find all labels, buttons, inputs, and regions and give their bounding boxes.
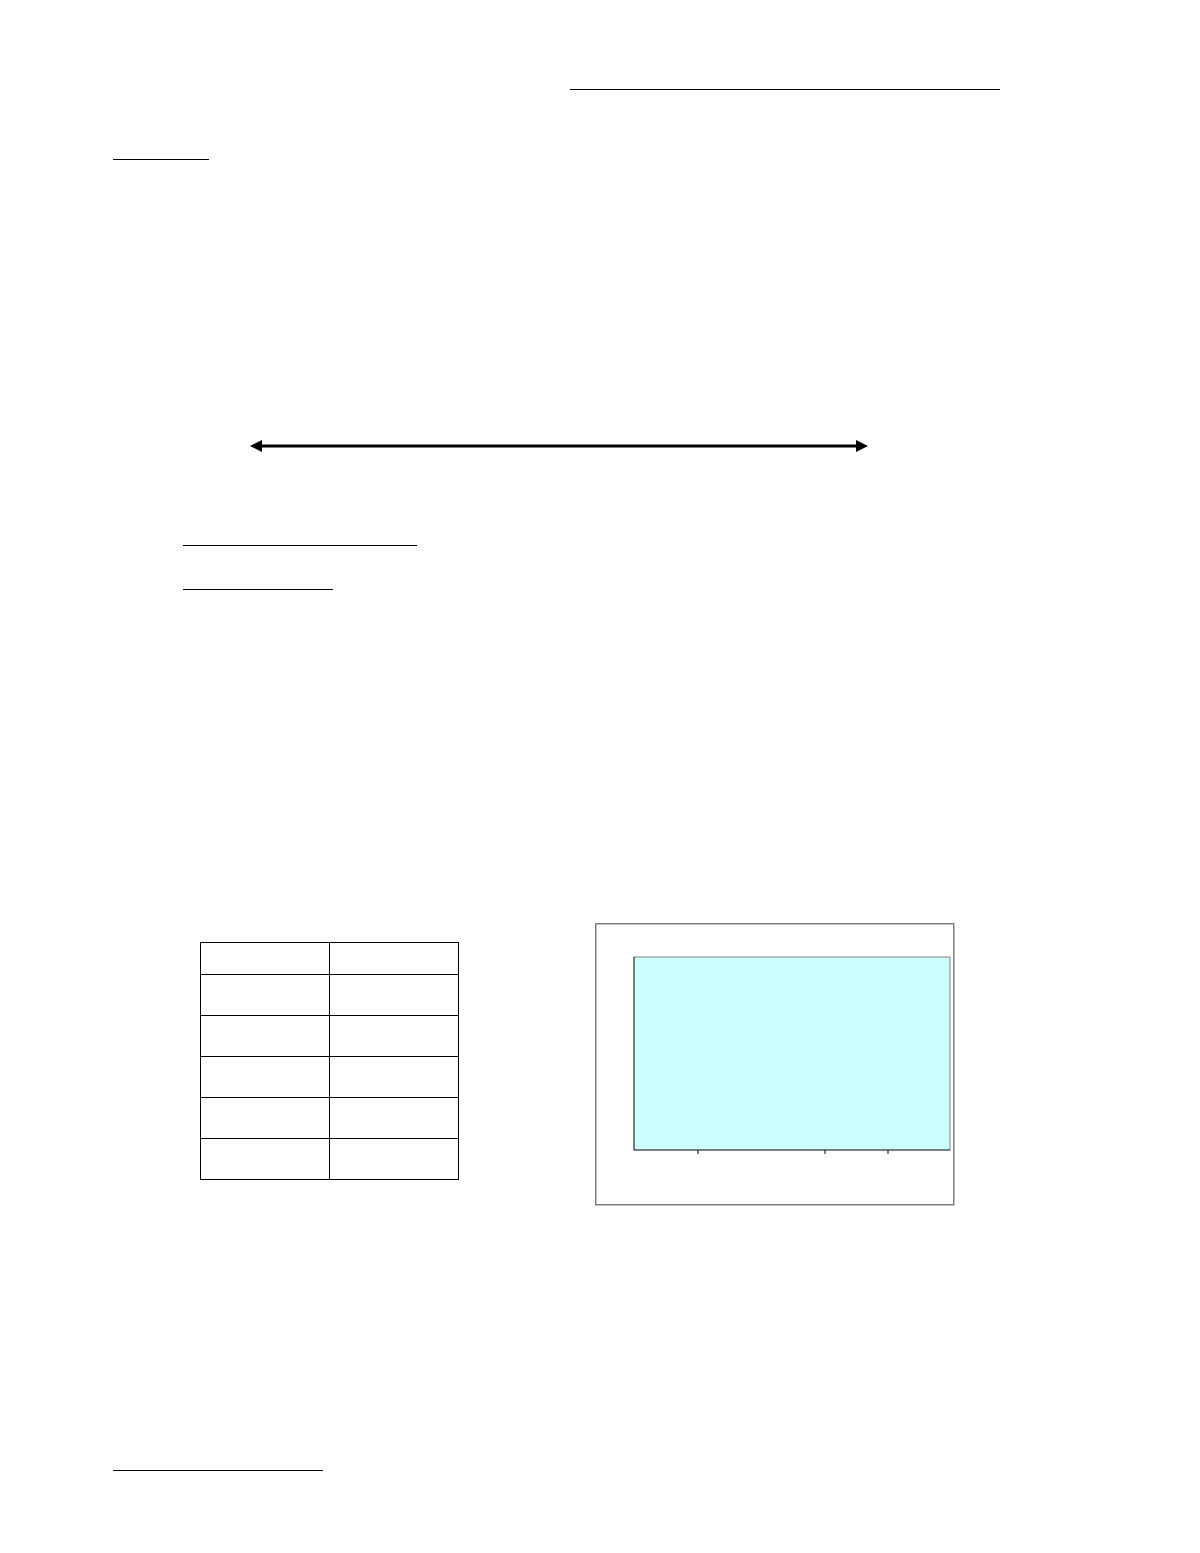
frequency-cell[interactable] [330,1098,459,1139]
frequency-cell[interactable] [330,1016,459,1057]
dot-plot-definition [113,141,209,166]
box-plot-definition [113,1452,323,1477]
height-cell[interactable] [201,1098,330,1139]
range-blank[interactable] [183,527,417,546]
table-row [201,1139,459,1180]
right-arrow-icon [856,440,868,452]
height-cell[interactable] [201,1139,330,1180]
height-cell[interactable] [201,1057,330,1098]
number-line [250,436,870,456]
frequency-cell[interactable] [330,975,459,1016]
table-row [201,1016,459,1057]
header-height [201,943,330,975]
frequency-cell[interactable] [330,1057,459,1098]
histogram-chart[interactable] [595,923,955,1206]
left-arrow-icon [250,440,262,452]
dot-plot-blank[interactable] [113,141,209,160]
name-blank[interactable] [570,71,1000,90]
name-field[interactable] [570,71,1000,95]
mode-blank[interactable] [183,571,333,590]
table-row [201,975,459,1016]
table-row [201,1057,459,1098]
frequency-table [200,942,459,1180]
header-frequency [330,943,459,975]
plot-area [634,957,950,1150]
frequency-cell[interactable] [330,1139,459,1180]
table-row [201,1098,459,1139]
question-range [183,527,417,552]
height-cell[interactable] [201,1016,330,1057]
box-plot-blank[interactable] [113,1452,323,1471]
table-header-row [201,943,459,975]
height-cell[interactable] [201,975,330,1016]
question-mode [183,571,333,596]
